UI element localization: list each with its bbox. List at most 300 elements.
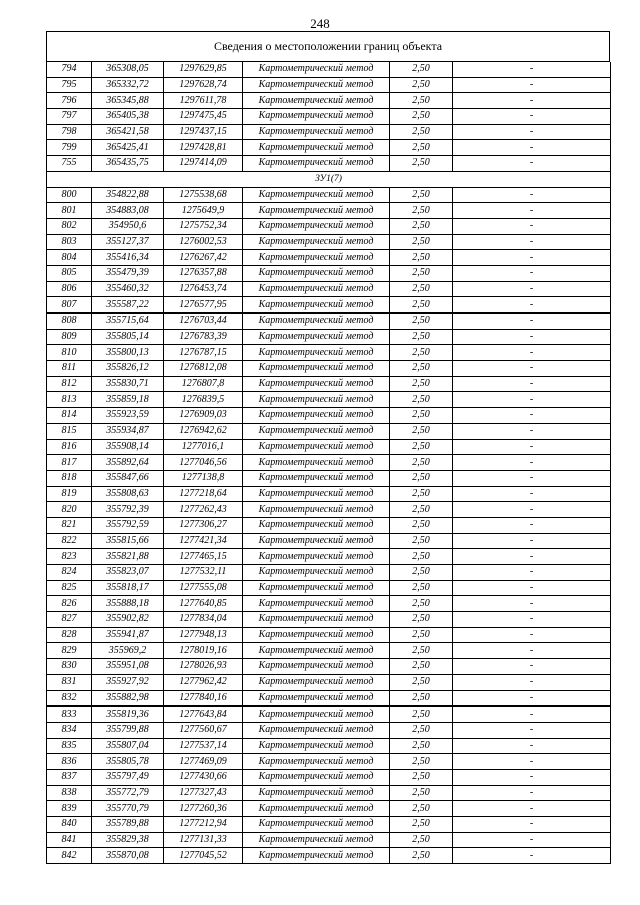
cell-point-number: 838 <box>47 785 92 801</box>
cell-point-number: 815 <box>47 423 92 439</box>
cell-method: Картометрический метод <box>243 345 390 361</box>
table-row <box>47 361 611 377</box>
cell-description: - <box>453 690 611 706</box>
cell-x-coordinate: 355892,64 <box>92 455 164 471</box>
cell-description: - <box>453 817 611 833</box>
cell-description: - <box>453 627 611 643</box>
cell-description: - <box>453 93 611 109</box>
table-row <box>47 124 611 140</box>
cell-x-coordinate: 365425,41 <box>92 140 164 156</box>
table-row <box>47 801 611 817</box>
cell-description: - <box>453 313 611 329</box>
cell-y-coordinate: 1278019,16 <box>164 643 243 659</box>
cell-description: - <box>453 643 611 659</box>
table-row <box>47 392 611 408</box>
cell-method: Картометрический метод <box>243 832 390 848</box>
cell-method: Картометрический метод <box>243 486 390 502</box>
cell-description: - <box>453 549 611 565</box>
cell-point-number: 812 <box>47 376 92 392</box>
cell-x-coordinate: 355847,66 <box>92 470 164 486</box>
cell-y-coordinate: 1276783,39 <box>164 329 243 345</box>
cell-y-coordinate: 1275649,9 <box>164 203 243 219</box>
cell-point-number: 830 <box>47 659 92 675</box>
cell-x-coordinate: 354883,08 <box>92 203 164 219</box>
cell-y-coordinate: 1276787,15 <box>164 345 243 361</box>
table-row <box>47 234 611 250</box>
cell-accuracy: 2,50 <box>390 439 453 455</box>
cell-method: Картометрический метод <box>243 817 390 833</box>
cell-accuracy: 2,50 <box>390 674 453 690</box>
cell-accuracy: 2,50 <box>390 392 453 408</box>
cell-description: - <box>453 187 611 203</box>
cell-y-coordinate: 1277016,1 <box>164 439 243 455</box>
cell-description: - <box>453 565 611 581</box>
table-row <box>47 187 611 203</box>
cell-description: - <box>453 408 611 424</box>
cell-description: - <box>453 659 611 675</box>
cell-description: - <box>453 361 611 377</box>
cell-y-coordinate: 1277560,67 <box>164 722 243 738</box>
cell-y-coordinate: 1277948,13 <box>164 627 243 643</box>
table-row <box>47 439 611 455</box>
cell-point-number: 827 <box>47 612 92 628</box>
cell-x-coordinate: 355923,59 <box>92 408 164 424</box>
table-row <box>47 754 611 770</box>
cell-description: - <box>453 124 611 140</box>
cell-y-coordinate: 1297437,15 <box>164 124 243 140</box>
cell-point-number: 811 <box>47 361 92 377</box>
cell-x-coordinate: 355882,98 <box>92 690 164 706</box>
cell-point-number: 836 <box>47 754 92 770</box>
cell-x-coordinate: 365308,05 <box>92 62 164 77</box>
cell-accuracy: 2,50 <box>390 281 453 297</box>
cell-y-coordinate: 1277834,04 <box>164 612 243 628</box>
cell-accuracy: 2,50 <box>390 203 453 219</box>
cell-description: - <box>453 706 611 722</box>
cell-point-number: 818 <box>47 470 92 486</box>
cell-x-coordinate: 355800,13 <box>92 345 164 361</box>
cell-method: Картометрический метод <box>243 502 390 518</box>
table-row <box>47 486 611 502</box>
table-row <box>47 140 611 156</box>
cell-y-coordinate: 1277046,56 <box>164 455 243 471</box>
cell-x-coordinate: 355830,71 <box>92 376 164 392</box>
table-row <box>47 345 611 361</box>
cell-y-coordinate: 1277465,15 <box>164 549 243 565</box>
cell-y-coordinate: 1276267,42 <box>164 250 243 266</box>
page-number: 248 <box>310 16 330 31</box>
cell-x-coordinate: 355772,79 <box>92 785 164 801</box>
cell-y-coordinate: 1276812,08 <box>164 361 243 377</box>
cell-point-number: 808 <box>47 313 92 329</box>
table-row <box>47 250 611 266</box>
cell-method: Картометрический метод <box>243 77 390 93</box>
rows-group-b <box>47 187 611 864</box>
cell-description: - <box>453 722 611 738</box>
cell-x-coordinate: 355715,64 <box>92 313 164 329</box>
cell-y-coordinate: 1277643,84 <box>164 706 243 722</box>
cell-accuracy: 2,50 <box>390 580 453 596</box>
table-row <box>47 643 611 659</box>
cell-description: - <box>453 62 611 77</box>
cell-point-number: 842 <box>47 848 92 864</box>
cell-point-number: 794 <box>47 62 92 77</box>
cell-accuracy: 2,50 <box>390 533 453 549</box>
cell-accuracy: 2,50 <box>390 596 453 612</box>
table-row <box>47 313 611 329</box>
table-row <box>47 580 611 596</box>
cell-accuracy: 2,50 <box>390 140 453 156</box>
cell-x-coordinate: 355808,63 <box>92 486 164 502</box>
cell-description: - <box>453 801 611 817</box>
cell-accuracy: 2,50 <box>390 659 453 675</box>
cell-description: - <box>453 754 611 770</box>
cell-x-coordinate: 355908,14 <box>92 439 164 455</box>
table-row <box>47 848 611 864</box>
coordinates-sheet <box>46 31 610 864</box>
cell-y-coordinate: 1277532,11 <box>164 565 243 581</box>
cell-point-number: 829 <box>47 643 92 659</box>
table-row <box>47 455 611 471</box>
cell-x-coordinate: 355821,88 <box>92 549 164 565</box>
cell-x-coordinate: 355934,87 <box>92 423 164 439</box>
cell-point-number: 841 <box>47 832 92 848</box>
cell-x-coordinate: 355805,78 <box>92 754 164 770</box>
cell-x-coordinate: 355941,87 <box>92 627 164 643</box>
cell-x-coordinate: 355819,36 <box>92 706 164 722</box>
cell-y-coordinate: 1297629,85 <box>164 62 243 77</box>
table-row <box>47 265 611 281</box>
section-label: ЗУ1(7) <box>47 171 611 187</box>
cell-point-number: 796 <box>47 93 92 109</box>
table-row <box>47 659 611 675</box>
cell-description: - <box>453 297 611 313</box>
cell-x-coordinate: 355859,18 <box>92 392 164 408</box>
cell-x-coordinate: 355807,04 <box>92 738 164 754</box>
cell-method: Картометрический метод <box>243 423 390 439</box>
cell-point-number: 824 <box>47 565 92 581</box>
cell-y-coordinate: 1277469,09 <box>164 754 243 770</box>
cell-y-coordinate: 1277262,43 <box>164 502 243 518</box>
cell-accuracy: 2,50 <box>390 486 453 502</box>
cell-x-coordinate: 355902,82 <box>92 612 164 628</box>
table-row <box>47 297 611 313</box>
cell-method: Картометрический метод <box>243 109 390 125</box>
table-row <box>47 549 611 565</box>
cell-point-number: 814 <box>47 408 92 424</box>
cell-description: - <box>453 455 611 471</box>
cell-method: Картометрический метод <box>243 706 390 722</box>
cell-x-coordinate: 355870,08 <box>92 848 164 864</box>
cell-description: - <box>453 502 611 518</box>
cell-accuracy: 2,50 <box>390 423 453 439</box>
cell-method: Картометрический метод <box>243 62 390 77</box>
cell-point-number: 799 <box>47 140 92 156</box>
cell-accuracy: 2,50 <box>390 627 453 643</box>
cell-y-coordinate: 1276703,44 <box>164 313 243 329</box>
cell-description: - <box>453 156 611 172</box>
cell-y-coordinate: 1276453,74 <box>164 281 243 297</box>
cell-y-coordinate: 1277045,52 <box>164 848 243 864</box>
table-row <box>47 674 611 690</box>
cell-accuracy: 2,50 <box>390 345 453 361</box>
cell-y-coordinate: 1277962,42 <box>164 674 243 690</box>
cell-y-coordinate: 1276839,5 <box>164 392 243 408</box>
cell-description: - <box>453 439 611 455</box>
cell-point-number: 807 <box>47 297 92 313</box>
cell-method: Картометрический метод <box>243 281 390 297</box>
cell-method: Картометрический метод <box>243 848 390 864</box>
table-row <box>47 769 611 785</box>
cell-description: - <box>453 218 611 234</box>
cell-method: Картометрический метод <box>243 187 390 203</box>
cell-description: - <box>453 738 611 754</box>
cell-point-number: 810 <box>47 345 92 361</box>
table-row <box>47 706 611 722</box>
cell-point-number: 797 <box>47 109 92 125</box>
cell-point-number: 795 <box>47 77 92 93</box>
table-row <box>47 77 611 93</box>
cell-description: - <box>453 533 611 549</box>
cell-description: - <box>453 769 611 785</box>
table-row <box>47 408 611 424</box>
cell-point-number: 840 <box>47 817 92 833</box>
cell-method: Картометрический метод <box>243 549 390 565</box>
cell-method: Картометрический метод <box>243 203 390 219</box>
cell-description: - <box>453 109 611 125</box>
cell-y-coordinate: 1277306,27 <box>164 517 243 533</box>
cell-method: Картометрический метод <box>243 124 390 140</box>
cell-point-number: 837 <box>47 769 92 785</box>
table-row <box>47 817 611 833</box>
cell-x-coordinate: 355818,17 <box>92 580 164 596</box>
cell-y-coordinate: 1276002,53 <box>164 234 243 250</box>
cell-point-number: 800 <box>47 187 92 203</box>
cell-accuracy: 2,50 <box>390 218 453 234</box>
table-row <box>47 203 611 219</box>
cell-point-number: 833 <box>47 706 92 722</box>
cell-description: - <box>453 580 611 596</box>
cell-accuracy: 2,50 <box>390 565 453 581</box>
cell-description: - <box>453 265 611 281</box>
table-row <box>47 156 611 172</box>
cell-method: Картометрический метод <box>243 785 390 801</box>
section-title: Сведения о местоположении границ объекта <box>213 39 443 53</box>
cell-point-number: 832 <box>47 690 92 706</box>
cell-x-coordinate: 355460,32 <box>92 281 164 297</box>
cell-method: Картометрический метод <box>243 517 390 533</box>
cell-x-coordinate: 355826,12 <box>92 361 164 377</box>
cell-method: Картометрический метод <box>243 376 390 392</box>
table-row <box>47 596 611 612</box>
cell-accuracy: 2,50 <box>390 109 453 125</box>
cell-description: - <box>453 423 611 439</box>
cell-description: - <box>453 140 611 156</box>
cell-accuracy: 2,50 <box>390 722 453 738</box>
cell-accuracy: 2,50 <box>390 77 453 93</box>
cell-method: Картометрический метод <box>243 565 390 581</box>
table-row <box>47 470 611 486</box>
cell-method: Картометрический метод <box>243 690 390 706</box>
cell-method: Картометрический метод <box>243 140 390 156</box>
cell-point-number: 834 <box>47 722 92 738</box>
cell-x-coordinate: 355792,39 <box>92 502 164 518</box>
cell-y-coordinate: 1276357,88 <box>164 265 243 281</box>
cell-x-coordinate: 355815,66 <box>92 533 164 549</box>
cell-y-coordinate: 1276577,95 <box>164 297 243 313</box>
cell-description: - <box>453 345 611 361</box>
cell-accuracy: 2,50 <box>390 376 453 392</box>
cell-description: - <box>453 612 611 628</box>
cell-y-coordinate: 1277421,34 <box>164 533 243 549</box>
cell-accuracy: 2,50 <box>390 408 453 424</box>
table-row <box>47 218 611 234</box>
cell-point-number: 809 <box>47 329 92 345</box>
cell-accuracy: 2,50 <box>390 265 453 281</box>
cell-point-number: 828 <box>47 627 92 643</box>
cell-description: - <box>453 848 611 864</box>
table-row <box>47 502 611 518</box>
cell-method: Картометрический метод <box>243 722 390 738</box>
cell-y-coordinate: 1278026,93 <box>164 659 243 675</box>
cell-x-coordinate: 354822,88 <box>92 187 164 203</box>
cell-point-number: 813 <box>47 392 92 408</box>
cell-method: Картометрический метод <box>243 455 390 471</box>
cell-method: Картометрический метод <box>243 612 390 628</box>
cell-point-number: 817 <box>47 455 92 471</box>
cell-x-coordinate: 355770,79 <box>92 801 164 817</box>
cell-method: Картометрический метод <box>243 643 390 659</box>
cell-point-number: 820 <box>47 502 92 518</box>
cell-accuracy: 2,50 <box>390 93 453 109</box>
cell-description: - <box>453 329 611 345</box>
cell-y-coordinate: 1277537,14 <box>164 738 243 754</box>
cell-x-coordinate: 355823,07 <box>92 565 164 581</box>
table-row <box>47 690 611 706</box>
cell-y-coordinate: 1277327,43 <box>164 785 243 801</box>
section-row-group <box>47 171 611 187</box>
cell-accuracy: 2,50 <box>390 832 453 848</box>
cell-point-number: 801 <box>47 203 92 219</box>
table-row <box>47 533 611 549</box>
cell-method: Картометрический метод <box>243 627 390 643</box>
cell-y-coordinate: 1297475,45 <box>164 109 243 125</box>
cell-method: Картометрический метод <box>243 297 390 313</box>
cell-y-coordinate: 1277430,66 <box>164 769 243 785</box>
cell-accuracy: 2,50 <box>390 738 453 754</box>
cell-y-coordinate: 1277640,85 <box>164 596 243 612</box>
cell-y-coordinate: 1276807,8 <box>164 376 243 392</box>
cell-method: Картометрический метод <box>243 439 390 455</box>
cell-point-number: 804 <box>47 250 92 266</box>
cell-y-coordinate: 1276942,62 <box>164 423 243 439</box>
cell-y-coordinate: 1297414,09 <box>164 156 243 172</box>
cell-method: Картометрический метод <box>243 313 390 329</box>
cell-accuracy: 2,50 <box>390 817 453 833</box>
cell-accuracy: 2,50 <box>390 612 453 628</box>
table-row <box>47 329 611 345</box>
cell-y-coordinate: 1276909,03 <box>164 408 243 424</box>
coordinates-table <box>46 62 611 864</box>
cell-accuracy: 2,50 <box>390 455 453 471</box>
cell-method: Картометрический метод <box>243 361 390 377</box>
cell-point-number: 822 <box>47 533 92 549</box>
cell-description: - <box>453 234 611 250</box>
cell-point-number: 802 <box>47 218 92 234</box>
cell-accuracy: 2,50 <box>390 62 453 77</box>
cell-method: Картометрический метод <box>243 470 390 486</box>
section-row <box>47 171 611 187</box>
cell-description: - <box>453 785 611 801</box>
cell-accuracy: 2,50 <box>390 297 453 313</box>
cell-accuracy: 2,50 <box>390 848 453 864</box>
table-row <box>47 832 611 848</box>
cell-x-coordinate: 365345,88 <box>92 93 164 109</box>
cell-accuracy: 2,50 <box>390 769 453 785</box>
cell-x-coordinate: 355797,49 <box>92 769 164 785</box>
cell-description: - <box>453 250 611 266</box>
cell-y-coordinate: 1277555,08 <box>164 580 243 596</box>
cell-point-number: 826 <box>47 596 92 612</box>
cell-point-number: 823 <box>47 549 92 565</box>
table-row <box>47 109 611 125</box>
cell-x-coordinate: 355829,38 <box>92 832 164 848</box>
table-row <box>47 517 611 533</box>
table-row <box>47 93 611 109</box>
cell-accuracy: 2,50 <box>390 234 453 250</box>
cell-description: - <box>453 486 611 502</box>
cell-description: - <box>453 596 611 612</box>
cell-x-coordinate: 365435,75 <box>92 156 164 172</box>
table-row <box>47 281 611 297</box>
cell-description: - <box>453 392 611 408</box>
cell-accuracy: 2,50 <box>390 517 453 533</box>
cell-accuracy: 2,50 <box>390 187 453 203</box>
cell-method: Картометрический метод <box>243 265 390 281</box>
cell-y-coordinate: 1297628,74 <box>164 77 243 93</box>
cell-point-number: 821 <box>47 517 92 533</box>
cell-method: Картометрический метод <box>243 533 390 549</box>
section-header <box>46 31 610 62</box>
table-row <box>47 565 611 581</box>
cell-accuracy: 2,50 <box>390 124 453 140</box>
cell-point-number: 831 <box>47 674 92 690</box>
cell-point-number: 806 <box>47 281 92 297</box>
cell-accuracy: 2,50 <box>390 706 453 722</box>
cell-method: Картометрический метод <box>243 580 390 596</box>
cell-description: - <box>453 517 611 533</box>
cell-y-coordinate: 1277131,33 <box>164 832 243 848</box>
cell-x-coordinate: 355416,34 <box>92 250 164 266</box>
table-row <box>47 62 611 77</box>
cell-accuracy: 2,50 <box>390 329 453 345</box>
table-row <box>47 612 611 628</box>
cell-description: - <box>453 203 611 219</box>
cell-point-number: 825 <box>47 580 92 596</box>
cell-accuracy: 2,50 <box>390 250 453 266</box>
cell-y-coordinate: 1297428,81 <box>164 140 243 156</box>
cell-y-coordinate: 1277260,36 <box>164 801 243 817</box>
cell-method: Картометрический метод <box>243 250 390 266</box>
cell-point-number: 835 <box>47 738 92 754</box>
cell-accuracy: 2,50 <box>390 313 453 329</box>
cell-x-coordinate: 355799,88 <box>92 722 164 738</box>
table-row <box>47 785 611 801</box>
cell-method: Картометрический метод <box>243 754 390 770</box>
cell-point-number: 803 <box>47 234 92 250</box>
cell-method: Картометрический метод <box>243 93 390 109</box>
cell-method: Картометрический метод <box>243 329 390 345</box>
